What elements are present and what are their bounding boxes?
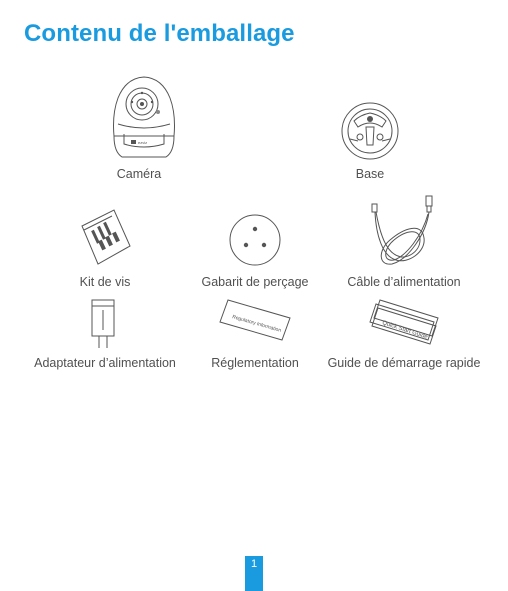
leaflet-text: Regulatory Information <box>231 314 282 334</box>
label-screw-kit: Kit de vis <box>79 275 131 289</box>
screw-kit-icon <box>78 208 133 268</box>
regulatory-leaflet-icon <box>218 296 294 344</box>
page-title: Contenu de l'emballage <box>24 20 295 47</box>
quick-start-guide-icon <box>368 298 440 346</box>
label-drill-template: Gabarit de perçage <box>201 275 309 289</box>
label-power-adapter: Adaptateur d’alimentation <box>34 356 176 370</box>
camera-icon <box>104 74 184 162</box>
label-power-cable: Câble d’alimentation <box>347 275 461 289</box>
camera-brand-text: ezviz <box>138 140 148 145</box>
guide-text: Quick Start Guide <box>381 320 429 341</box>
drill-template-icon <box>228 213 282 267</box>
label-base: Base <box>355 167 385 181</box>
base-icon <box>340 101 400 161</box>
power-adapter-icon <box>90 298 116 352</box>
page-number: 1 <box>250 558 258 570</box>
label-regulatory: Réglementation <box>211 356 299 370</box>
label-quick-start-guide: Guide de démarrage rapide <box>327 356 481 370</box>
label-camera: Caméra <box>116 167 162 181</box>
power-cable-icon <box>368 194 440 268</box>
page-number-tab <box>245 556 263 591</box>
